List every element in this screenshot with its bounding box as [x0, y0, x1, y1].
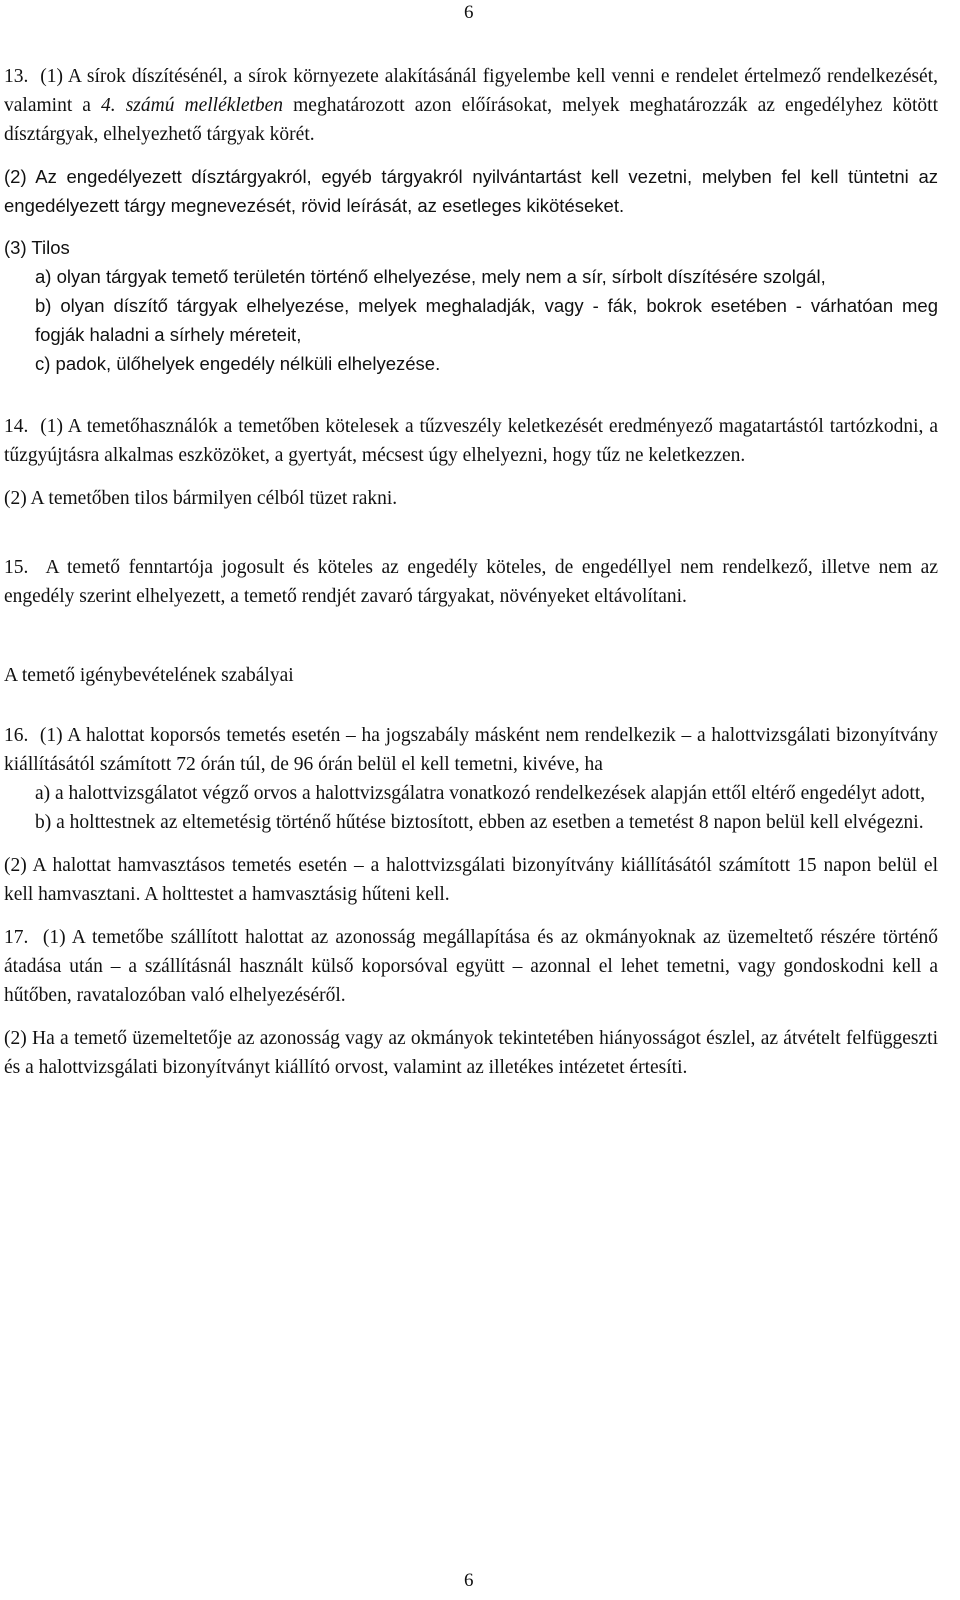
section-heading: A temető igénybevételének szabályai: [4, 665, 294, 686]
section-13-paragraph-1: [4, 62, 938, 149]
annex-reference: 4. számú mellékletben: [101, 95, 284, 116]
section-number: 17.: [4, 927, 29, 948]
section-text: (1) A halottat koporsós temetés esetén – ha jogszabály másként nem rendelkezik – a halottvizsgálati bizonyítvány kiállításától számított 72 órán túl, de 96 órán belül el kell temetni, kivéve, ha: [4, 725, 939, 775]
section-17-paragraph-1: [4, 923, 938, 1010]
section-text: A temető fenntartója jogosult és köteles az engedély köteles, de engedéllyel nem rendelkező, illetve nem az engedély szerint elhelyezett, a temető rendjét zavaró tárgyakat, növényeket eltávolítani.: [4, 557, 938, 607]
section-number: 14.: [4, 416, 29, 437]
section-number: 13.: [4, 66, 29, 87]
list-item-b: b) olyan díszítő tárgyak elhelyezése, melyek meghaladják, vagy - fák, bokrok esetében - várhatóan meg fogják haladni a sírhely méreteit,: [35, 295, 938, 345]
section-text: meghatározott azon előírásokat, melyek meghatározzák az engedélyhez kötött dísztárgyak, elhelyezhető tárgyak körét.: [4, 95, 938, 145]
section-text: (1) A temetőbe szállított halottat az azonosság megállapítása és az okmányoknak az üzemeltető részére történő átadása után – a szállításnál használt külső koporsóval együtt – azonnal el lehet temetni, vagy gondoskodni kell a hűtőben, ravatalozóban való elhelyezéséről.: [4, 927, 938, 1006]
section-13-paragraph-2: (2) Az engedélyezett dísztárgyakról, egyéb tárgyakról nyilvántartást kell vezetni, melyben fel kell tüntetni az engedélyezett tárgy megnevezését, rövid leírását, az esetleges kikötéseket.: [4, 166, 938, 216]
section-16-paragraph-1: [4, 721, 938, 779]
section-13-paragraph-3-title: (3) Tilos: [4, 237, 70, 258]
section-text: (1) A temetőhasználók a temetőben kötelesek a tűzveszély keletkezését eredményező magatartástól tartózkodni, a tűzgyújtásra alkalmas eszközöket, a gyertyát, mécsest úgy elhelyezni, hogy tűz ne keletkezzen.: [4, 416, 938, 466]
page-number-bottom: 6: [464, 1570, 474, 1591]
list-item-b: b) a holttestnek az eltemetésig történő hűtése biztosított, ebben az esetben a temetést 8 napon belül kell elvégezni.: [35, 812, 924, 833]
section-text: (1) A sírok díszítésénél, a sírok környezete alakításánál figyelembe kell venni e rendelet értelmező rendelkezését, valamint a: [4, 66, 939, 116]
section-number: 16.: [4, 725, 29, 746]
list-item-c: c) padok, ülőhelyek engedély nélküli elhelyezése.: [35, 353, 441, 374]
section-17-paragraph-2: (2) Ha a temető üzemeltetője az azonosság vagy az okmányok tekintetében hiányosságot észlel, az átvételt felfüggeszti és a halottvizsgálati bizonyítványt kiállító orvost, valamint az illetékes intézetet értesíti.: [4, 1028, 938, 1078]
section-16-paragraph-2: (2) A halottat hamvasztásos temetés esetén – a halottvizsgálati bizonyítvány kiállításától számított 15 napon belül el kell hamvasztani. A holttestet a hamvasztásig hűteni kell.: [4, 855, 938, 905]
section-14-paragraph-2: (2) A temetőben tilos bármilyen célból tüzet rakni.: [4, 488, 398, 509]
list-item-a: a) olyan tárgyak temető területén történő elhelyezése, mely nem a sír, sírbolt díszítésére szolgál,: [35, 266, 826, 287]
section-14-paragraph-1: [4, 412, 938, 470]
page-number-top: 6: [464, 2, 474, 23]
section-number: 15.: [4, 557, 29, 578]
list-item-a: a) a halottvizsgálatot végző orvos a halottvizsgálatra vonatkozó rendelkezések alapján ettől eltérő engedélyt adott,: [35, 783, 926, 804]
section-15-paragraph: [4, 553, 938, 611]
document-body: [4, 62, 938, 1082]
